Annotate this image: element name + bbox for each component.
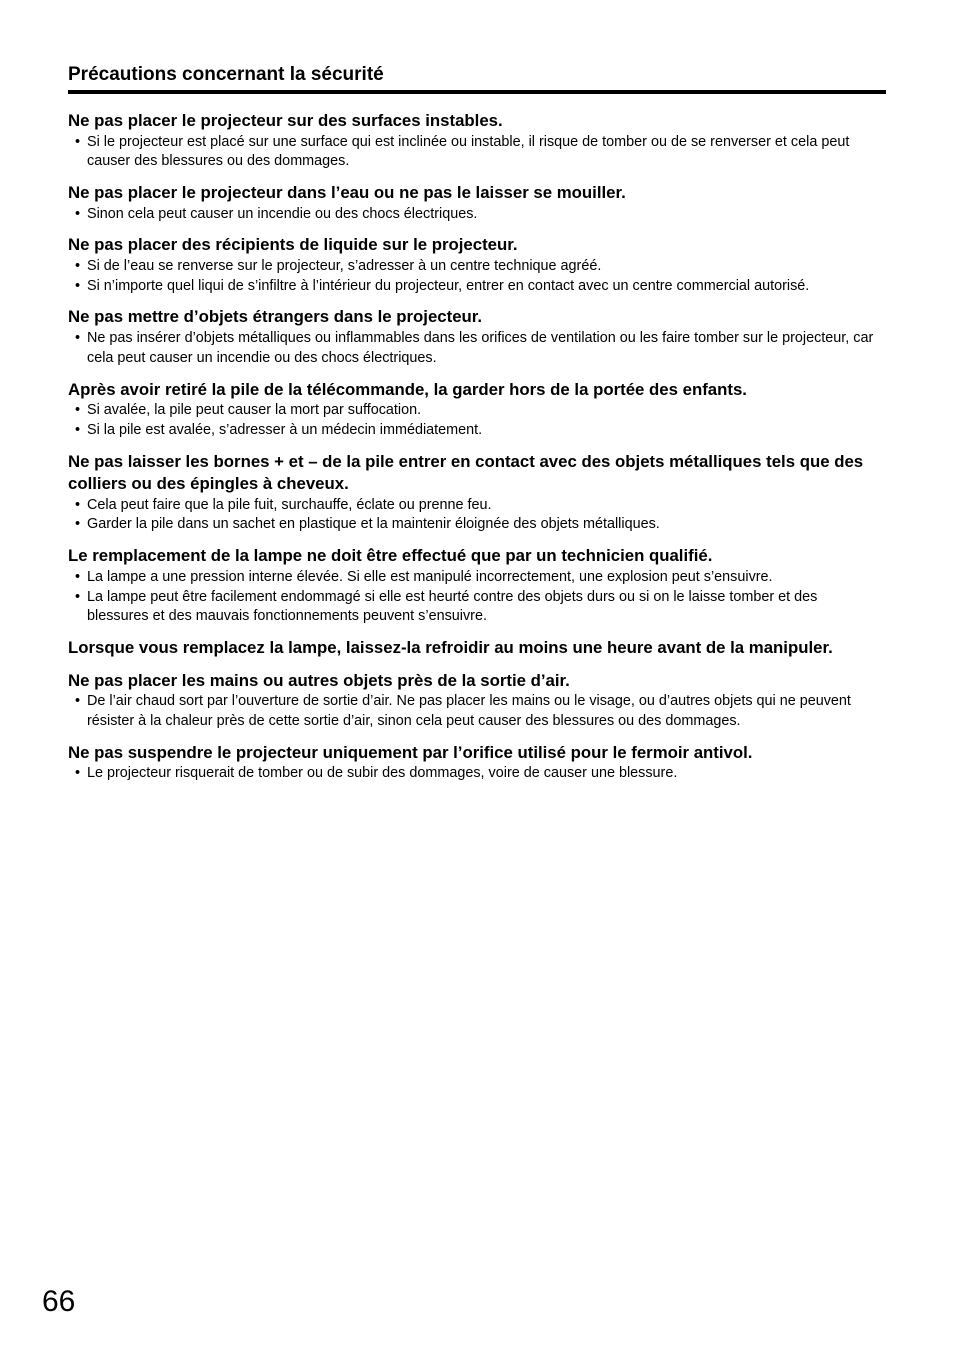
bullet-item: • Ne pas insérer d’objets métalliques ou inflammables dans les orifices de ventilation ou les faire tomber sur le projecteur, car cela peut causer un incendie ou des chocs électriques.	[68, 329, 880, 369]
section-heading: Ne pas placer le projecteur dans l’eau ou ne pas le laisser se mouiller.	[68, 183, 626, 203]
section-heading: Lorsque vous remplacez la lampe, laissez-la refroidir au moins une heure avant de la manipuler.	[68, 638, 833, 658]
page-title: Précautions concernant la sécurité	[68, 63, 886, 94]
bullet-item: • Si le projecteur est placé sur une surface qui est inclinée ou instable, il risque de tomber ou de se renverser et cela peut causer des blessures ou des dommages.	[68, 133, 880, 173]
bullet-list	[68, 496, 880, 536]
bullet-list	[68, 257, 880, 297]
bullet-list	[68, 329, 880, 369]
section-heading: Ne pas mettre d’objets étrangers dans le projecteur.	[68, 307, 483, 327]
bullet-list	[68, 401, 880, 441]
precaution-section	[68, 451, 880, 536]
bullet-item: • Si avalée, la pile peut causer la mort par suffocation.	[68, 401, 880, 421]
section-heading: Après avoir retiré la pile de la télécommande, la garder hors de la portée des enfants.	[68, 379, 747, 399]
precaution-section	[68, 306, 880, 368]
section-heading: Ne pas placer des récipients de liquide sur le projecteur.	[68, 235, 518, 255]
precaution-section	[68, 670, 880, 732]
precaution-section	[68, 545, 880, 627]
precaution-section	[68, 379, 880, 441]
bullet-item: • Garder la pile dans un sachet en plastique et la maintenir éloignée des objets métalliques.	[68, 515, 880, 535]
bullet-item: • Si de l’eau se renverse sur le projecteur, s’adresser à un centre technique agréé.	[68, 257, 880, 277]
section-heading: Ne pas suspendre le projecteur uniquement par l’orifice utilisé pour le fermoir antivol.	[68, 742, 753, 762]
safety-precautions-list	[68, 110, 880, 794]
bullet-item: • Cela peut faire que la pile fuit, surchauffe, éclate ou prenne feu.	[68, 496, 880, 516]
precaution-section	[68, 234, 880, 296]
section-heading: Ne pas laisser les bornes + et – de la pile entrer en contact avec des objets métalliques tels que des colliers ou des épingles à cheveux.	[68, 451, 864, 494]
bullet-item: • Le projecteur risquerait de tomber ou de subir des dommages, voire de causer une blessure.	[68, 764, 880, 784]
bullet-list	[68, 764, 880, 784]
precaution-section	[68, 637, 880, 660]
bullet-list	[68, 133, 880, 173]
precaution-section	[68, 110, 880, 172]
bullet-list	[68, 568, 880, 627]
bullet-item: • Si la pile est avalée, s’adresser à un médecin immédiatement.	[68, 421, 880, 441]
section-heading: Le remplacement de la lampe ne doit être effectué que par un technicien qualifié.	[68, 546, 713, 566]
precaution-section	[68, 742, 880, 784]
bullet-item: • De l’air chaud sort par l’ouverture de sortie d’air. Ne pas placer les mains ou le visage, ou d’autres objets qui ne peuvent résister à la chaleur près de cette sortie d’air, sinon cela peut causer des blessures ou des dommages.	[68, 692, 880, 732]
bullet-item: • Si n’importe quel liqui de s’infiltre à l’intérieur du projecteur, entrer en contact avec un centre commercial autorisé.	[68, 277, 880, 297]
bullet-item: • Sinon cela peut causer un incendie ou des chocs électriques.	[68, 205, 880, 225]
section-heading: Ne pas placer le projecteur sur des surfaces instables.	[68, 111, 503, 130]
page-number: 66	[42, 1285, 76, 1318]
bullet-item: • La lampe a une pression interne élevée. Si elle est manipulé incorrectement, une explosion peut s’ensuivre.	[68, 568, 880, 588]
section-heading: Ne pas placer les mains ou autres objets près de la sortie d’air.	[68, 670, 570, 690]
bullet-list	[68, 692, 880, 732]
precaution-section	[68, 182, 880, 224]
bullet-list	[68, 205, 880, 225]
bullet-item: • La lampe peut être facilement endommagé si elle est heurté contre des objets durs ou si on le laisse tomber et des blessures et des mauvais fonctionnements peuvent s’ensuivre.	[68, 588, 880, 628]
